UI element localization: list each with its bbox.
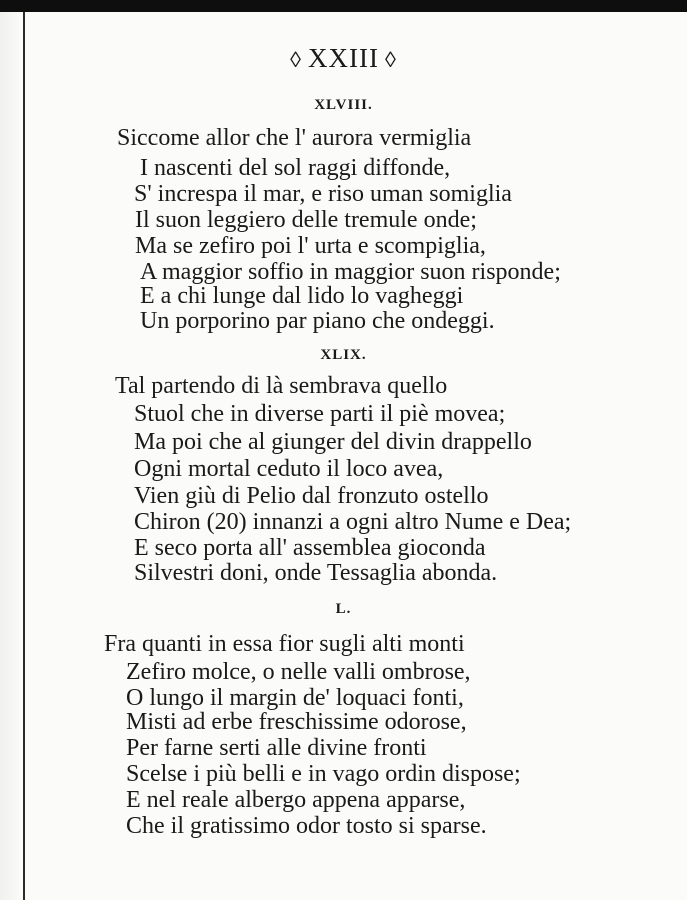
scan-top-border xyxy=(0,0,687,12)
page-header xyxy=(0,43,687,74)
stanza-number-49: XLIX. xyxy=(320,347,367,363)
stanza-number-50: L. xyxy=(335,601,352,617)
verse-line: Tal partendo di là sembrava quello xyxy=(115,373,448,399)
verse-line: Ma poi che al giunger del divin drappello xyxy=(134,429,532,455)
scan-left-rule xyxy=(23,12,25,900)
verse-line: Ogni mortal ceduto il loco avea, xyxy=(134,456,444,482)
verse-line: I nascenti del sol raggi diffonde, xyxy=(140,155,451,181)
verse-line: Ma se zefiro poi l' urta e scompiglia, xyxy=(135,233,486,259)
verse-line: Fra quanti in essa fior sugli alti monti xyxy=(104,631,465,657)
page-number: XXIII xyxy=(308,43,379,73)
verse-line: Scelse i più belli e in vago ordin dispose; xyxy=(126,761,521,787)
verse-line: E a chi lunge dal lido lo vagheggi xyxy=(140,283,464,309)
verse-line: A maggior soffio in maggior suon risponde; xyxy=(140,259,561,285)
verse-line: Chiron (20) innanzi a ogni altro Nume e Dea; xyxy=(134,509,572,535)
verse-line: Stuol che in diverse parti il piè movea; xyxy=(134,401,506,427)
verse-line: Il suon leggiero delle tremule onde; xyxy=(135,207,477,233)
verse-line: E seco porta all' assemblea gioconda xyxy=(134,535,486,561)
verse-line: E nel reale albergo appena apparse, xyxy=(126,787,466,813)
verse-line: S' increspa il mar, e riso uman somiglia xyxy=(134,181,512,207)
verse-line: Silvestri doni, onde Tessaglia abonda. xyxy=(134,560,498,586)
ornament-left-icon: ◊ xyxy=(290,47,302,72)
verse-line: Misti ad erbe freschissime odorose, xyxy=(126,709,467,735)
verse-line: Siccome allor che l' aurora vermiglia xyxy=(117,125,472,151)
scan-left-margin xyxy=(0,12,22,900)
verse-line: Che il gratissimo odor tosto si sparse. xyxy=(126,813,487,839)
verse-line: O lungo il margin de' loquaci fonti, xyxy=(126,685,464,711)
verse-line: Zefiro molce, o nelle valli ombrose, xyxy=(126,659,471,685)
verse-line: Vien giù di Pelio dal fronzuto ostello xyxy=(134,483,489,509)
stanza-number-48: XLVIII. xyxy=(314,97,373,113)
verse-line: Per farne serti alle divine fronti xyxy=(126,735,427,761)
verse-line: Un porporino par piano che ondeggi. xyxy=(140,308,495,334)
ornament-right-icon: ◊ xyxy=(384,47,397,72)
